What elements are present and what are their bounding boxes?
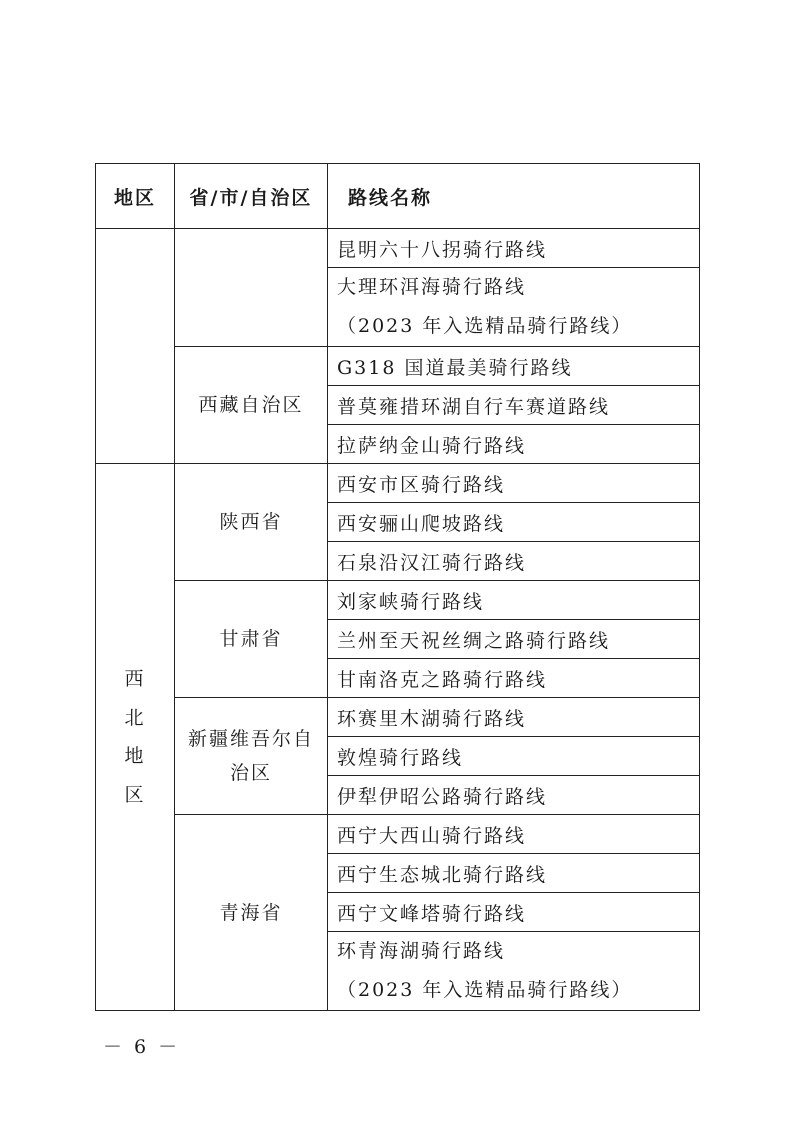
table-header [96, 164, 700, 229]
region-cell [96, 464, 175, 1011]
route-name-cell: 西宁文峰塔骑行路线 [328, 893, 700, 932]
table-row [96, 464, 700, 503]
table-row [96, 815, 700, 854]
table-row [96, 581, 700, 620]
route-name-cell: 昆明六十八拐骑行路线 [328, 229, 700, 268]
routes-table [95, 163, 700, 1011]
table-body [96, 229, 700, 1011]
region-cell [96, 229, 175, 464]
province-cell: 甘肃省 [175, 581, 328, 698]
route-name-cell: 环青海湖骑行路线 （2023 年入选精品骑行路线） [328, 932, 700, 1011]
region-label: 西 北 地 区 [124, 668, 146, 806]
route-name-cell: 敦煌骑行路线 [328, 737, 700, 776]
route-name-cell: G318 国道最美骑行路线 [328, 347, 700, 386]
province-cell: 西藏自治区 [175, 347, 328, 464]
route-name-cell: 大理环洱海骑行路线 （2023 年入选精品骑行路线） [328, 268, 700, 347]
header-route-name: 路线名称 [328, 164, 700, 229]
route-name-cell: 甘南洛克之路骑行路线 [328, 659, 700, 698]
header-province: 省/市/自治区 [175, 164, 328, 229]
route-name-cell: 西安市区骑行路线 [328, 464, 700, 503]
route-name-cell: 伊犁伊昭公路骑行路线 [328, 776, 700, 815]
table-row [96, 347, 700, 386]
route-name-cell: 拉萨纳金山骑行路线 [328, 425, 700, 464]
header-row [96, 164, 700, 229]
province-cell [175, 229, 328, 347]
route-name-cell: 兰州至天祝丝绸之路骑行路线 [328, 620, 700, 659]
route-name-cell: 环赛里木湖骑行路线 [328, 698, 700, 737]
route-name-cell: 西宁生态城北骑行路线 [328, 854, 700, 893]
page-number: － 6 － [103, 1036, 181, 1058]
province-cell: 陕西省 [175, 464, 328, 581]
route-name-cell: 西宁大西山骑行路线 [328, 815, 700, 854]
route-name-cell: 石泉沿汉江骑行路线 [328, 542, 700, 581]
province-cell: 新疆维吾尔自 治区 [175, 698, 328, 815]
route-name-cell: 刘家峡骑行路线 [328, 581, 700, 620]
route-name-cell: 普莫雍措环湖自行车赛道路线 [328, 386, 700, 425]
header-region: 地区 [96, 164, 175, 229]
route-name-cell: 西安骊山爬坡路线 [328, 503, 700, 542]
province-cell: 青海省 [175, 815, 328, 1011]
table-row [96, 698, 700, 737]
table-row [96, 229, 700, 268]
